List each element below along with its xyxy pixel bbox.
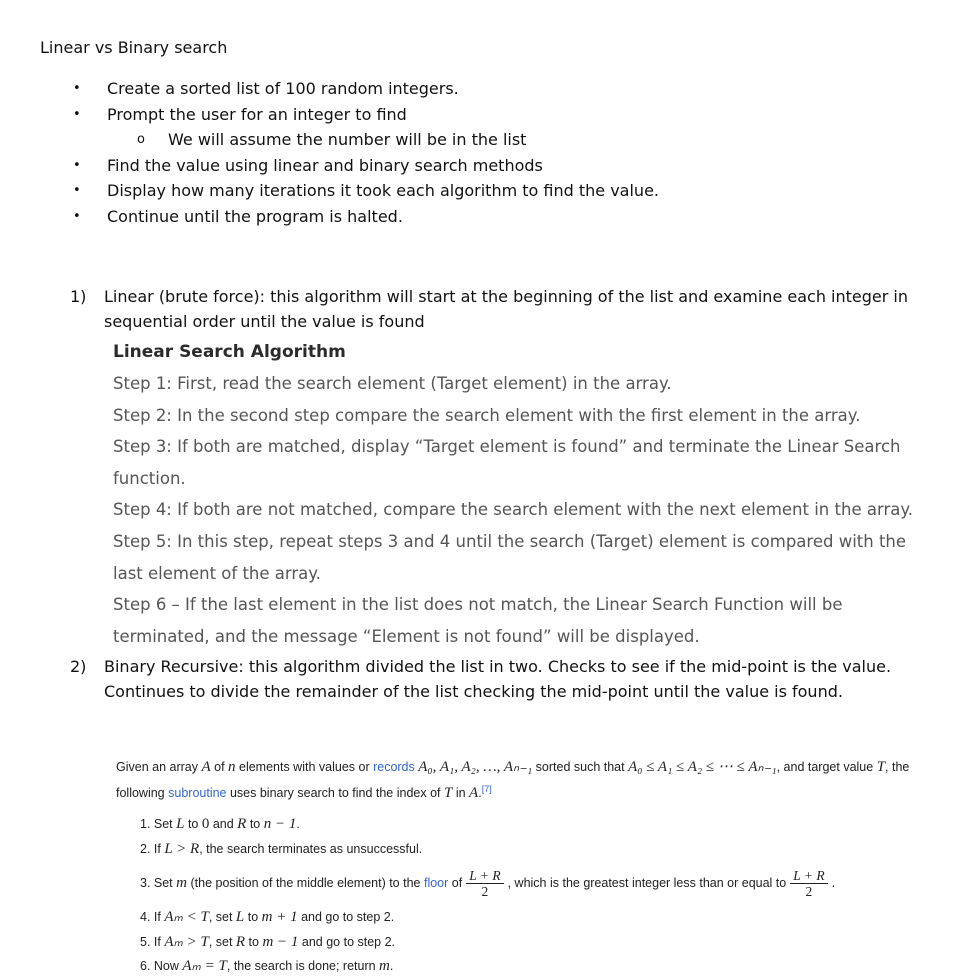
item-text: Linear (brute force): this algorithm will start at the beginning of the list and examine each integer in sequential order until the value is found bbox=[104, 287, 908, 331]
text: uses binary search to find the index of bbox=[226, 786, 444, 801]
bullet-marker: • bbox=[73, 81, 81, 96]
binary-step bbox=[140, 861, 936, 905]
numbered-item-binary bbox=[70, 654, 930, 704]
bullet-marker: • bbox=[73, 208, 81, 224]
math-var: m bbox=[176, 874, 187, 891]
text: to bbox=[245, 934, 263, 949]
binary-step bbox=[140, 930, 936, 955]
bullet-text: Display how many iterations it took each algorithm to find the value. bbox=[107, 181, 659, 200]
text: . bbox=[389, 959, 394, 974]
text: in bbox=[452, 786, 470, 801]
item-number: 2) bbox=[70, 657, 87, 676]
math-var: T bbox=[444, 785, 453, 802]
binary-step bbox=[140, 812, 936, 837]
fraction-numerator: L + R bbox=[466, 868, 503, 884]
text: Given an array bbox=[116, 760, 202, 774]
text: to bbox=[244, 910, 262, 925]
fraction-numerator: L + R bbox=[790, 868, 827, 884]
text: of bbox=[451, 875, 463, 890]
sub-bullet-marker: o bbox=[137, 132, 145, 147]
math-expr: m − 1 bbox=[262, 933, 299, 950]
sub-list-item bbox=[70, 127, 940, 153]
text: 2. If bbox=[140, 841, 165, 856]
list-item bbox=[70, 153, 940, 179]
item-text: Binary Recursive: this algorithm divided the list in two. Checks to see if the mid-point is the value. Continues to divide the remainder of the list checking the mid-point until the value is found. bbox=[104, 657, 892, 701]
algorithm-step: Step 6 – If the last element in the list does not match, the Linear Search Function will be terminated, and the message “Element is not found” will be displayed. bbox=[113, 595, 843, 646]
linear-search-algorithm bbox=[113, 338, 933, 652]
math-expr: Aₘ < T bbox=[164, 909, 209, 926]
text: , set bbox=[208, 934, 236, 949]
text: sorted such that bbox=[532, 760, 629, 774]
text: of bbox=[210, 760, 229, 774]
text: 6. Now bbox=[140, 959, 183, 974]
bullet-list bbox=[70, 76, 940, 229]
math-value: 0 bbox=[201, 816, 210, 833]
list-item bbox=[70, 76, 940, 102]
algorithm-title: Linear Search Algorithm bbox=[113, 342, 346, 362]
text: . bbox=[831, 875, 836, 890]
text: (the position of the middle element) to the bbox=[190, 875, 421, 890]
bullet-text: Find the value using linear and binary search methods bbox=[107, 155, 543, 175]
text: , the search terminates as unsuccessful. bbox=[199, 841, 423, 856]
binary-step bbox=[140, 905, 936, 930]
text: to bbox=[246, 817, 264, 832]
text: . bbox=[296, 817, 300, 832]
algorithm-step: Step 5: In this step, repeat steps 3 and 4 until the search (Target) element is compared with the last element of the array. bbox=[113, 531, 907, 583]
excerpt-intro bbox=[116, 756, 936, 804]
bullet-text: Create a sorted list of 100 random integers. bbox=[107, 79, 459, 98]
text: , which is the greatest integer less than or equal to bbox=[507, 875, 787, 890]
math-expr: A₀ ≤ A₁ ≤ A₂ ≤ ⋯ ≤ Aₙ₋₁ bbox=[628, 759, 777, 775]
subroutine-link[interactable]: subroutine bbox=[168, 786, 227, 801]
math-var: L bbox=[176, 816, 185, 833]
fraction-denominator: 2 bbox=[481, 883, 489, 899]
text: 5. If bbox=[140, 934, 165, 949]
records-link[interactable]: records bbox=[373, 760, 415, 774]
algorithm-step: Step 3: If both are matched, display “Target element is found” and terminate the Linear Search function. bbox=[113, 437, 901, 488]
item-number: 1) bbox=[70, 287, 87, 306]
text: and go to step 2. bbox=[298, 934, 396, 949]
math-expr: L > R bbox=[164, 840, 200, 857]
bullet-text: Continue until the program is halted. bbox=[107, 206, 403, 226]
list-item bbox=[70, 178, 940, 204]
math-expr: A₀, A₁, A₂, …, Aₙ₋₁ bbox=[418, 759, 533, 775]
text: elements with values or bbox=[235, 760, 374, 774]
list-item bbox=[70, 102, 940, 128]
fraction-denominator: 2 bbox=[805, 883, 813, 899]
math-expr: Aₘ = T bbox=[182, 958, 227, 975]
math-expr: m + 1 bbox=[261, 909, 298, 926]
text: 4. If bbox=[140, 910, 165, 925]
math-var: A bbox=[469, 785, 479, 802]
binary-step bbox=[140, 954, 936, 979]
text: . bbox=[478, 786, 482, 801]
citation-link[interactable]: [7] bbox=[481, 784, 492, 794]
math-var: R bbox=[235, 933, 246, 950]
binary-steps-list bbox=[116, 812, 936, 979]
numbered-item-linear bbox=[70, 284, 930, 334]
bullet-marker: • bbox=[73, 106, 81, 122]
algorithm-step: Step 1: First, read the search element (Target element) in the array. bbox=[113, 374, 672, 393]
math-var: R bbox=[237, 816, 247, 833]
binary-search-excerpt bbox=[116, 756, 936, 979]
math-var: L bbox=[235, 909, 245, 926]
algorithm-step: Step 2: In the second step compare the search element with the first element in the array. bbox=[113, 405, 861, 425]
math-var: T bbox=[876, 759, 886, 775]
math-var: n bbox=[228, 759, 236, 775]
text: , set bbox=[208, 910, 236, 925]
binary-step bbox=[140, 837, 936, 862]
text: and bbox=[209, 817, 238, 832]
text: 1. Set bbox=[140, 817, 177, 832]
fraction bbox=[790, 868, 827, 899]
fraction bbox=[466, 868, 503, 899]
math-expr: n − 1 bbox=[263, 816, 297, 833]
list-item bbox=[70, 204, 940, 230]
math-expr: Aₘ > T bbox=[164, 933, 209, 950]
bullet-text: Prompt the user for an integer to find bbox=[107, 104, 407, 124]
math-var: m bbox=[379, 958, 390, 975]
text: 3. Set bbox=[140, 875, 173, 890]
bullet-marker: • bbox=[73, 183, 81, 198]
text: , the search is done; return bbox=[226, 959, 380, 974]
text: , and target value bbox=[776, 760, 877, 774]
page-title: Linear vs Binary search bbox=[40, 38, 228, 57]
sub-bullet-text: We will assume the number will be in the list bbox=[168, 130, 527, 149]
text: , the following bbox=[116, 760, 910, 801]
floor-link[interactable]: floor bbox=[423, 875, 449, 890]
bullet-marker: • bbox=[73, 157, 81, 173]
algorithm-step: Step 4: If both are not matched, compare the search element with the next element in the array. bbox=[113, 500, 913, 520]
math-var: A bbox=[201, 759, 211, 775]
text: to bbox=[184, 817, 202, 832]
text: and go to step 2. bbox=[297, 910, 395, 925]
